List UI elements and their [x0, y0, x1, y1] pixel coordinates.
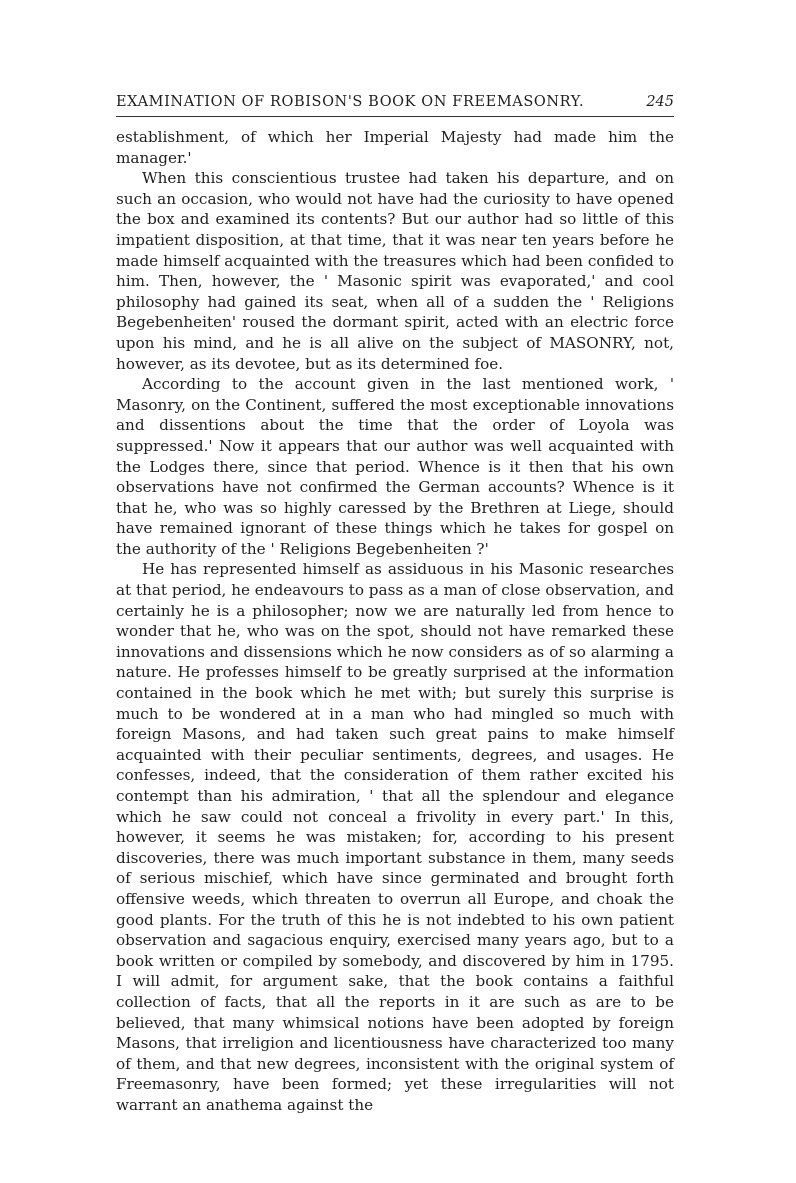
paragraph-continuation: establishment, of which her Imperial Majesty had made him the manager.': [116, 128, 674, 167]
page-number: 245: [646, 94, 674, 110]
paragraph: He has represented himself as assiduous in his Masonic researches at that period, he endeavours to pass as a man of close observation, and certainly he is a philosopher; now we are naturally led from hence to wonder that he, who was on the spot, should not have remarked these innovations and dissensions which he now considers as of so alarming a nature. He professes himself to be greatly surprised at the information contained in the book which he met with; but surely this surprise is much to be wondered at in a man who had mingled so much with foreign Masons, and had taken such great pains to make himself acquainted with their peculiar sentiments, degrees, and usages. He confesses, indeed, that the consideration of them rather excited his contempt than his admiration, ' that all the splendour and elegance which he saw could not conceal a frivolity in every part.' In this, however, it seems he was mistaken; for, according to his present discoveries, there was much important substance in them, many seeds of serious mischief, which have since germinated and brought forth offensive weeds, which threaten to overrun all Europe, and choak the good plants. For the truth of this he is not indebted to his own patient observation and sagacious enquiry, exercised many years ago, but to a book written or compiled by somebody, and discovered by him in 1795. I will admit, for argument sake, that the book contains a faithful collection of facts, that all the reports in it are such as are to be believed, that many whimsical notions have been adopted by foreign Masons, that irreligion and licentiousness have characterized too many of them, and that new degrees, inconsistent with the original system of Freemasonry, have been formed; yet these irregularities will not warrant an anathema against the: [116, 560, 674, 1114]
paragraph: According to the account given in the last mentioned work, ' Masonry, on the Continent, suffered the most exceptionable innovations and dissentions about the time that the order of Loyola was suppressed.' Now it appears that our author was well acquainted with the Lodges there, since that period. Whence is it then that his own observations have not confirmed the German accounts? Whence is it that he, who was so highly caressed by the Brethren at Liege, should have remained ignorant of these things which he takes for gospel on the authority of the ' Religions Begebenheiten ?': [116, 375, 674, 558]
running-header: [116, 94, 674, 117]
paragraph: When this conscientious trustee had taken his departure, and on such an occasion, who would not have had the curiosity to have opened the box and examined its contents? But our author had so little of this impatient disposition, at that time, that it was near ten years before he made himself acquainted with the treasures which had been confided to him. Then, however, the ' Masonic spirit was evaporated,' and cool philosophy had gained its seat, when all of a sudden the ' Religions Begebenheiten' roused the dormant spirit, acted with an electric force upon his mind, and he is all alive on the subject of MASONRY, not, however, as its devotee, but as its determined foe.: [116, 169, 674, 373]
running-title: EXAMINATION OF ROBISON'S BOOK ON FREEMASONRY.: [116, 94, 585, 110]
book-page: [116, 94, 674, 1116]
body-text: [116, 127, 674, 1116]
